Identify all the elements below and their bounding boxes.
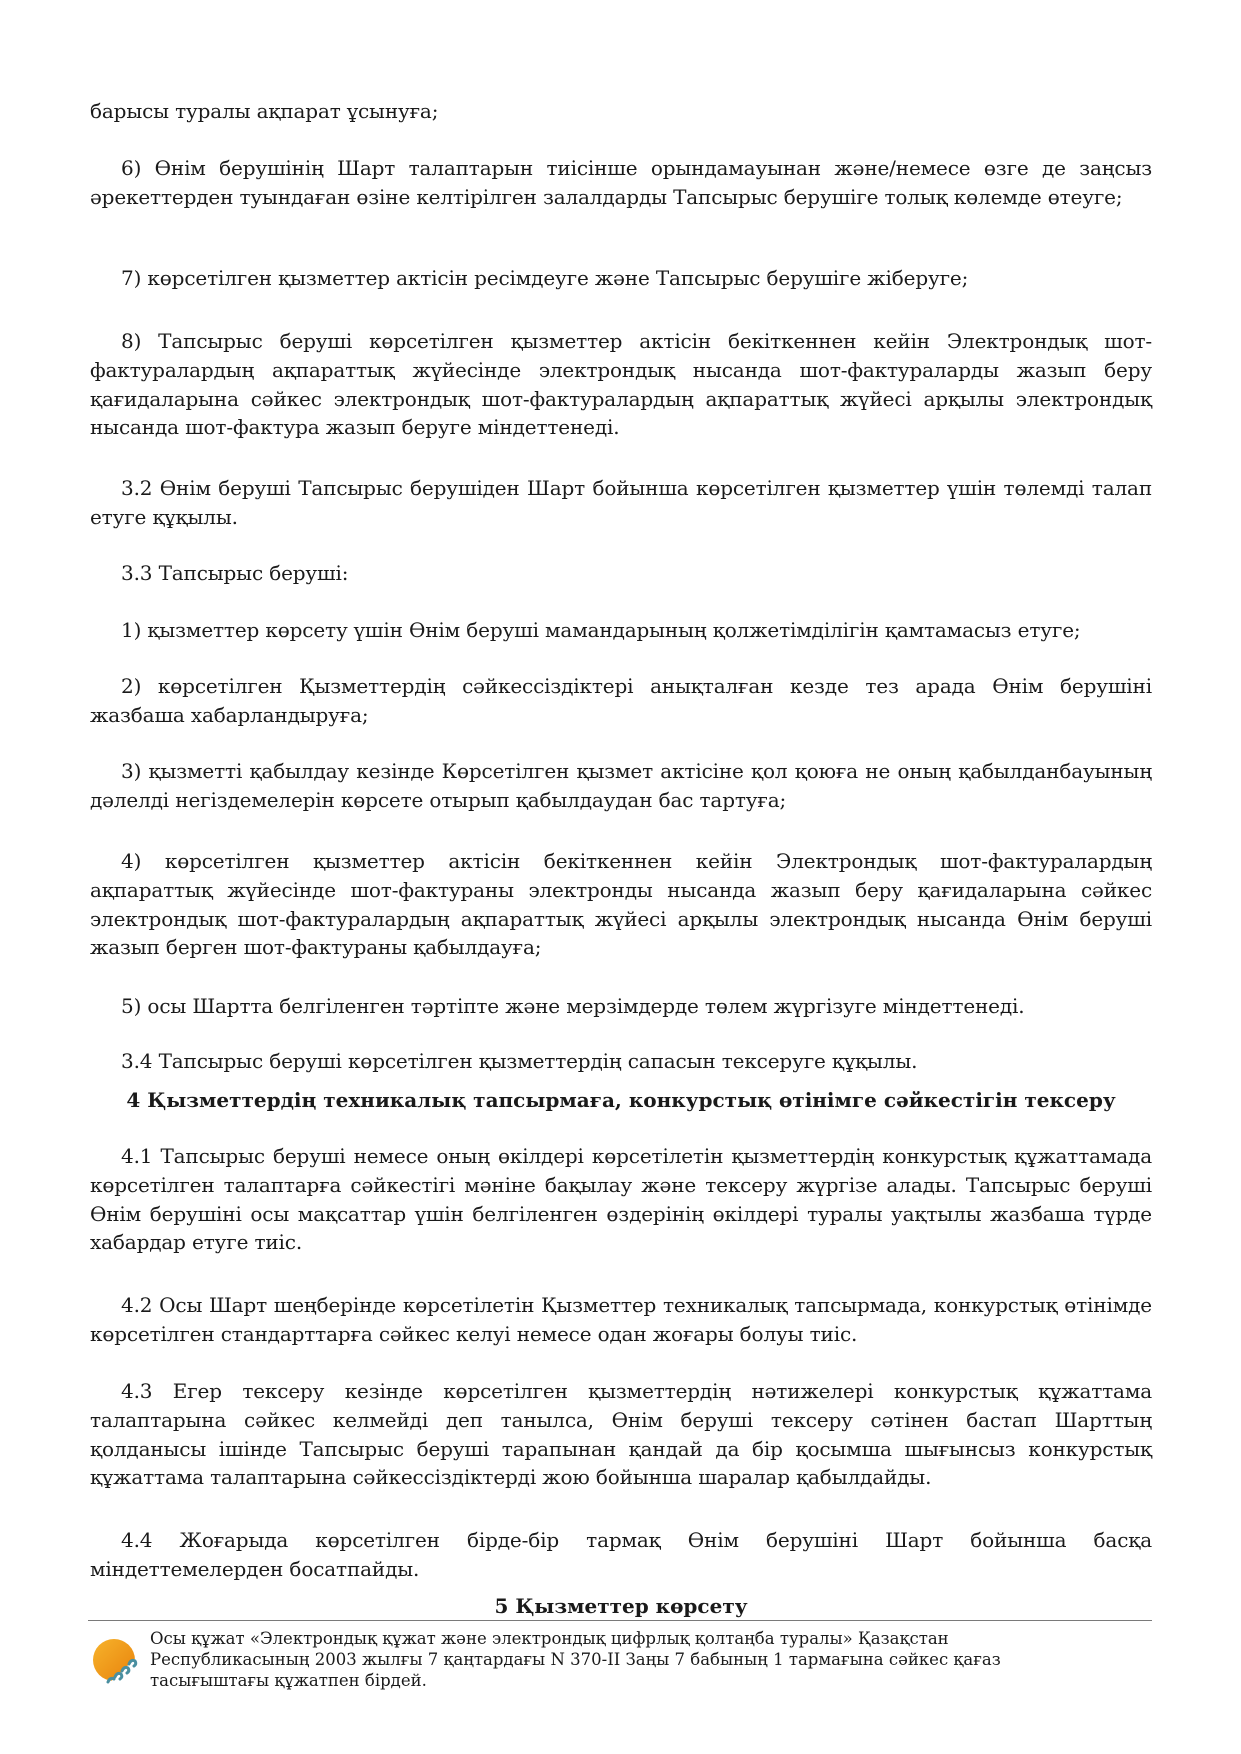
paragraph-3-3-item-5: 5) осы Шартта белгіленген тәртіпте және мерзімдерде төлем жүргізуге міндеттенеді. bbox=[121, 994, 1025, 1018]
section-4-heading: 4 Қызметтердің техникалық тапсырмаға, конкурстық өтінімге сәйкестігін тексеру bbox=[126, 1088, 1116, 1112]
paragraph-4-2: 4.2 Осы Шарт шеңберінде көрсетілетін Қызметтер техникалық тапсырмада, конкурстық өтінімде көрсетілген стандарттарға сәйкес келуі немесе одан жоғары болуы тиіс. bbox=[90, 1293, 1152, 1346]
paragraph-continuation: барысы туралы ақпарат ұсынуға; bbox=[90, 99, 439, 123]
paragraph-4-1: 4.1 Тапсырыс беруші немесе оның өкілдері көрсетілетін қызметтердің конкурстық құжаттамада көрсетілген талаптарға сәйкестігі мәніне бақылау және тексеру жүргізе алады. Тапсырыс беруші Өнім берушіні осы мақсаттар үшін белгіленген өздерінің өкілдері туралы уақтылы жазбаша түрде хабардар етуге тиіс. bbox=[90, 1144, 1152, 1255]
section-5-heading: 5 Қызметтер көрсету bbox=[494, 1594, 748, 1618]
footer-legal-notice: Осы құжат «Электрондық құжат және электрондық цифрлық қолтаңба туралы» Қазақстан Республикасының 2003 жылғы 7 қаңтардағы N 370-II Заңы 7 бабының 1 тармағына сәйкес қағаз тасығыштағы құжатпен бірдей. bbox=[150, 1629, 1001, 1690]
paragraph-3-2: 3.2 Өнім беруші Тапсырыс берушіден Шарт бойынша көрсетілген қызметтер үшін төлемді талап етуге құқылы. bbox=[90, 476, 1152, 529]
footer-divider bbox=[88, 1620, 1152, 1621]
paragraph-3-3-item-4: 4) көрсетілген қызметтер актісін бекіткеннен кейін Электрондық шот-фактуралардың ақпараттық жүйесінде шот-фактураны электронды нысанда жазып беру қағидаларына сәйкес электрондық шот-фактуралардың ақпараттық жүйесі арқылы электрондық нысанда Өнім беруші жазып берген шот-фактураны қабылдауға; bbox=[90, 849, 1152, 960]
footer bbox=[90, 1628, 1152, 1691]
paragraph-item-7: 7) көрсетілген қызметтер актісін ресімдеуге және Тапсырыс берушіге жіберуге; bbox=[121, 266, 969, 290]
paragraph-4-3: 4.3 Егер тексеру кезінде көрсетілген қызметтердің нәтижелері конкурстық құжаттама талаптарына сәйкес келмейді деп танылса, Өнім беруші тексеру сәтінен бастап Шарттың қолданысы ішінде Тапсырыс беруші тарапынан қандай да бір қосымша шығынсыз конкурстық құжаттама талаптарына сәйкессіздіктерді жою бойынша шаралар қабылдайды. bbox=[90, 1379, 1152, 1490]
paragraph-item-6: 6) Өнім берушінің Шарт талаптарын тиісінше орындамауынан және/немесе өзге де заңсыз әрекеттерден туындаған өзіне келтірілген залалдарды Тапсырыс берушіге толық көлемде өтеуге; bbox=[90, 156, 1152, 209]
paragraph-3-4: 3.4 Тапсырыс беруші көрсетілген қызметтердің сапасын тексеруге құқылы. bbox=[121, 1049, 918, 1073]
paragraph-3-3-item-1: 1) қызметтер көрсету үшін Өнім беруші мамандарының қолжетімділігін қамтамасыз етуге; bbox=[121, 618, 1081, 642]
paragraph-3-3-item-3: 3) қызметті қабылдау кезінде Көрсетілген қызмет актісіне қол қоюға не оның қабылданбауының дәлелді негіздемелерін көрсете отырып қабылдаудан бас тартуға; bbox=[90, 759, 1152, 812]
paragraph-4-4: 4.4 Жоғарыда көрсетілген бірде-бір тармақ Өнім берушіні Шарт бойынша басқа міндеттемелерден босатпайды. bbox=[90, 1528, 1152, 1581]
egov-sun-logo-icon bbox=[90, 1636, 142, 1688]
paragraph-item-8: 8) Тапсырыс беруші көрсетілген қызметтер актісін бекіткеннен кейін Электрондық шот-фактуралардың ақпараттық жүйесінде электрондық нысанда шот-фактураларды жазып беру қағидаларына сәйкес электрондық шот-фактуралардың ақпараттық жүйесі арқылы электрондық нысанда шот-фактура жазып беруге міндеттенеді. bbox=[90, 329, 1152, 440]
paragraph-3-3: 3.3 Тапсырыс беруші: bbox=[121, 561, 349, 585]
paragraph-3-3-item-2: 2) көрсетілген Қызметтердің сәйкессіздіктері анықталған кезде тез арада Өнім берушіні жазбаша хабарландыруға; bbox=[90, 674, 1152, 727]
